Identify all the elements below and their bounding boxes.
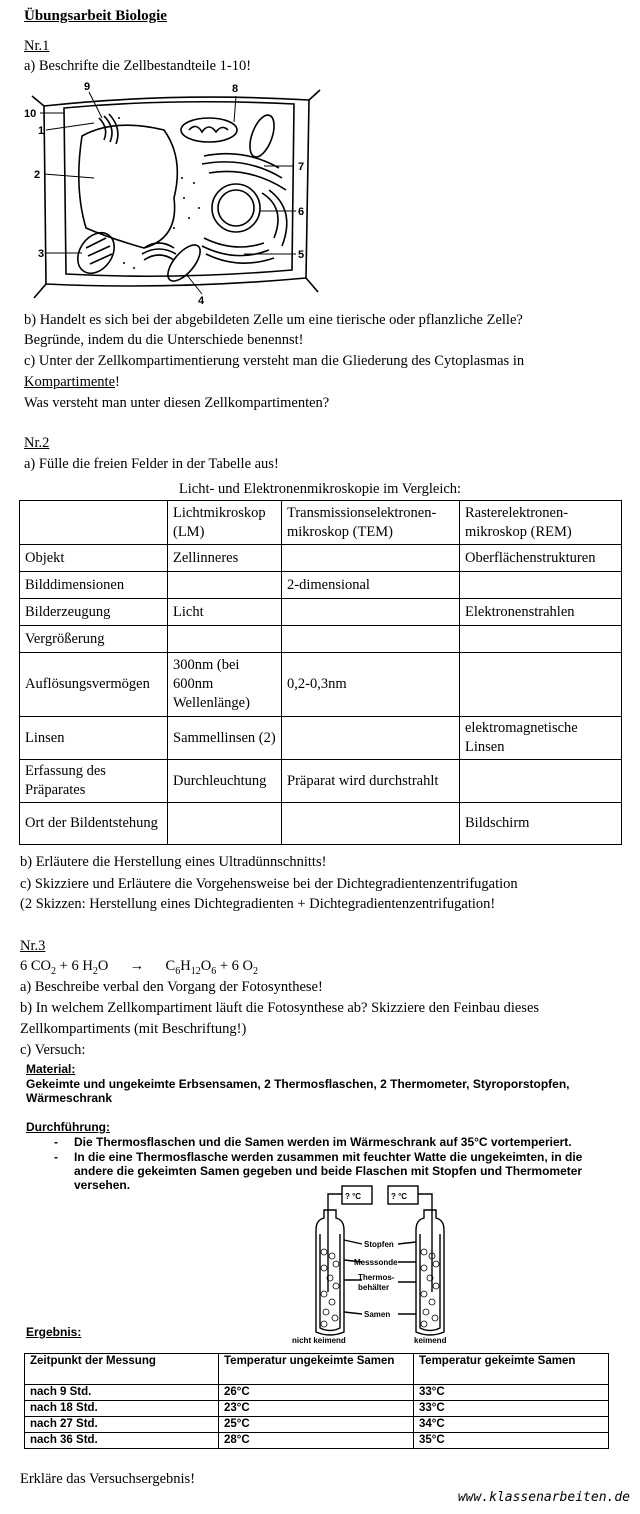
table-cell: nach 18 Std. (25, 1401, 219, 1417)
table-row (20, 626, 622, 653)
result-header-row (25, 1354, 609, 1385)
table-row (20, 803, 622, 845)
procedure-step-2c: versehen. (74, 1178, 131, 1192)
table-row (20, 572, 622, 599)
footer-url: www.klassenarbeiten.de (457, 1490, 630, 1505)
table-cell (460, 653, 622, 717)
table-cell: Sammellinsen (2) (168, 717, 282, 760)
label-container-2: behälter (358, 1283, 390, 1292)
table-cell: 33°C (414, 1385, 609, 1401)
table-header-cell: Transmissionselektronen-mikroskop (TEM) (282, 501, 460, 545)
task-1c-line1: c) Unter der Zellkompartimentierung versteht man die Gliederung des Cytoplasmas in (24, 353, 525, 369)
cell-label-1: 1 (38, 125, 45, 137)
table-cell: 28°C (219, 1433, 414, 1449)
table-cell: 33°C (414, 1401, 609, 1417)
table-cell: 25°C (219, 1417, 414, 1433)
cell-label-5: 5 (298, 249, 305, 261)
table-row (25, 1385, 609, 1401)
task-1b-line2: Begründe, indem du die Unterschiede benennst! (24, 332, 304, 348)
cell-label-2: 2 (34, 169, 41, 181)
kompartimente-word: Kompartimente (24, 374, 116, 390)
table-cell: 300nm (bei 600nm Wellenlänge) (168, 653, 282, 717)
table-cell: Bilderzeugung (20, 599, 168, 626)
procedure-step-2: In die eine Thermosflasche werden zusammen mit feuchter Watte die ungekeimten, in die (74, 1150, 583, 1164)
table-row (25, 1433, 609, 1449)
table-cell: Objekt (20, 545, 168, 572)
table-cell: Präparat wird durchstrahlt (282, 760, 460, 803)
result-header-cell: Zeitpunkt der Messung (25, 1354, 219, 1385)
table-cell: Auflösungsvermögen (20, 653, 168, 717)
table-cell: Ort der Bildentstehung (20, 803, 168, 845)
table-cell: 23°C (219, 1401, 414, 1417)
table-cell: Licht (168, 599, 282, 626)
reaction-arrow: → (129, 958, 145, 974)
caption-germinating: keimend (414, 1336, 447, 1344)
procedure-step-2b: andere die gekeimten Samen gegeben und beide Flaschen mit Stopfen und Thermometer (74, 1164, 583, 1178)
table-header-cell (20, 501, 168, 545)
table-cell: Elektronenstrahlen (460, 599, 622, 626)
task-2b-text: b) Erläutere die Herstellung eines Ultradünnschnitts! (20, 854, 327, 870)
task-1c-line3: Was versteht man unter diesen Zellkompartimenten? (24, 395, 330, 411)
task-2c-line1: c) Skizziere und Erläutere die Vorgehensweise bei der Dichtegradientenzentrifugation (20, 876, 518, 892)
microscope-table-caption: Licht- und Elektronenmikroskopie im Vergleich: (178, 481, 462, 497)
final-question: Erkläre das Versuchsergebnis! (20, 1471, 196, 1487)
result-header-cell: Temperatur ungekeimte Samen (219, 1354, 414, 1385)
result-heading: Ergebnis: (26, 1325, 82, 1339)
table-cell: 0,2-0,3nm (282, 653, 460, 717)
table-row (25, 1401, 609, 1417)
task-2-heading: Nr.2 (24, 435, 50, 451)
table-row (20, 653, 622, 717)
procedure-step-1: Die Thermosflaschen und die Samen werden im Wärmeschrank auf 35°C vortemperiert. (74, 1135, 572, 1149)
task-2c-line2: (2 Skizzen: Herstellung eines Dichtegradienten + Dichtegradientenzentrifugation! (20, 896, 496, 912)
thermo-display-left: ? °C (345, 1192, 362, 1201)
table-cell (282, 803, 460, 845)
table-cell: 35°C (414, 1433, 609, 1449)
table-cell (168, 803, 282, 845)
table-header-cell: Lichtmikroskop (LM) (168, 501, 282, 545)
table-cell (168, 626, 282, 653)
table-header-cell: Rasterelektronen-mikroskop (REM) (460, 501, 622, 545)
task-3b-line1: b) In welchem Zellkompartiment läuft die Fotosynthese ab? Skizziere den Feinbau dieses (20, 1000, 540, 1016)
table-cell: nach 36 Std. (25, 1433, 219, 1449)
label-seeds: Samen (364, 1310, 391, 1319)
table-row (20, 760, 622, 803)
table-header-row (20, 501, 622, 545)
table-cell: 34°C (414, 1417, 609, 1433)
procedure-heading: Durchführung: (26, 1120, 110, 1134)
task-2a-text: a) Fülle die freien Felder in der Tabelle aus! (24, 456, 279, 472)
caption-not-germinating: nicht keimend (292, 1336, 346, 1344)
table-cell: Zellinneres (168, 545, 282, 572)
table-cell: Oberflächenstrukturen (460, 545, 622, 572)
table-cell: 26°C (219, 1385, 414, 1401)
result-table (24, 1353, 609, 1449)
label-container: Thermos- (358, 1273, 395, 1282)
task-1b-line1: b) Handelt es sich bei der abgebildeten Zelle um eine tierische oder pflanzliche Zelle? (24, 312, 523, 328)
cell-label-8: 8 (232, 83, 239, 95)
task-3b-line2: Zellkompartiments (mit Beschriftung!) (20, 1021, 247, 1037)
table-cell (168, 572, 282, 599)
table-cell: Durchleuchtung (168, 760, 282, 803)
table-cell: Bildschirm (460, 803, 622, 845)
material-text-2: Wärmeschrank (26, 1091, 113, 1105)
task-1a-text: a) Beschrifte die Zellbestandteile 1-10! (24, 58, 252, 74)
table-cell: 2-dimensional (282, 572, 460, 599)
task-1-heading: Nr.1 (24, 38, 50, 54)
photosynthesis-equation: 6 $CO_2 + 6$ $H_2O \to C_6H_{12}O_6 + 6$ $O_2$ (20, 958, 258, 977)
table-row (20, 545, 622, 572)
thermo-display-right: ? °C (391, 1192, 408, 1201)
table-row (20, 599, 622, 626)
table-row (25, 1417, 609, 1433)
material-text: Gekeimte und ungekeimte Erbsensamen, 2 Thermosflaschen, 2 Thermometer, Styroporstopfen, (26, 1077, 570, 1091)
table-cell (460, 572, 622, 599)
table-cell (460, 760, 622, 803)
cell-label-6: 6 (298, 206, 305, 218)
task-3-heading: Nr.3 (20, 938, 46, 954)
cell-diagram (24, 78, 324, 308)
label-probe: Messsonde (354, 1258, 398, 1267)
table-row (20, 717, 622, 760)
table-cell (282, 717, 460, 760)
table-cell: Erfassung des Präparates (20, 760, 168, 803)
table-cell: nach 27 Std. (25, 1417, 219, 1433)
result-header-cell: Temperatur gekeimte Samen (414, 1354, 609, 1385)
table-cell (282, 626, 460, 653)
table-cell: Linsen (20, 717, 168, 760)
thermos-diagram (290, 1182, 470, 1344)
table-cell: Bilddimensionen (20, 572, 168, 599)
material-heading: Material: (26, 1062, 76, 1076)
cell-label-3: 3 (38, 248, 45, 260)
table-cell: Vergrößerung (20, 626, 168, 653)
microscope-table (19, 500, 622, 845)
cell-label-4: 4 (198, 295, 205, 307)
table-cell (282, 545, 460, 572)
cell-label-9: 9 (84, 81, 91, 93)
page-title: Übungsarbeit Biologie (24, 8, 167, 24)
table-cell: elektromagnetische Linsen (460, 717, 622, 760)
table-cell: nach 9 Std. (25, 1385, 219, 1401)
task-1c-line2: Kompartimente! (24, 374, 120, 390)
label-stopper: Stopfen (364, 1240, 394, 1249)
task-3c-text: c) Versuch: (20, 1042, 86, 1058)
task-3a-text: a) Beschreibe verbal den Vorgang der Fotosynthese! (20, 979, 323, 995)
table-cell (460, 626, 622, 653)
cell-label-7: 7 (298, 161, 305, 173)
cell-label-10: 10 (24, 108, 37, 120)
table-cell (282, 599, 460, 626)
